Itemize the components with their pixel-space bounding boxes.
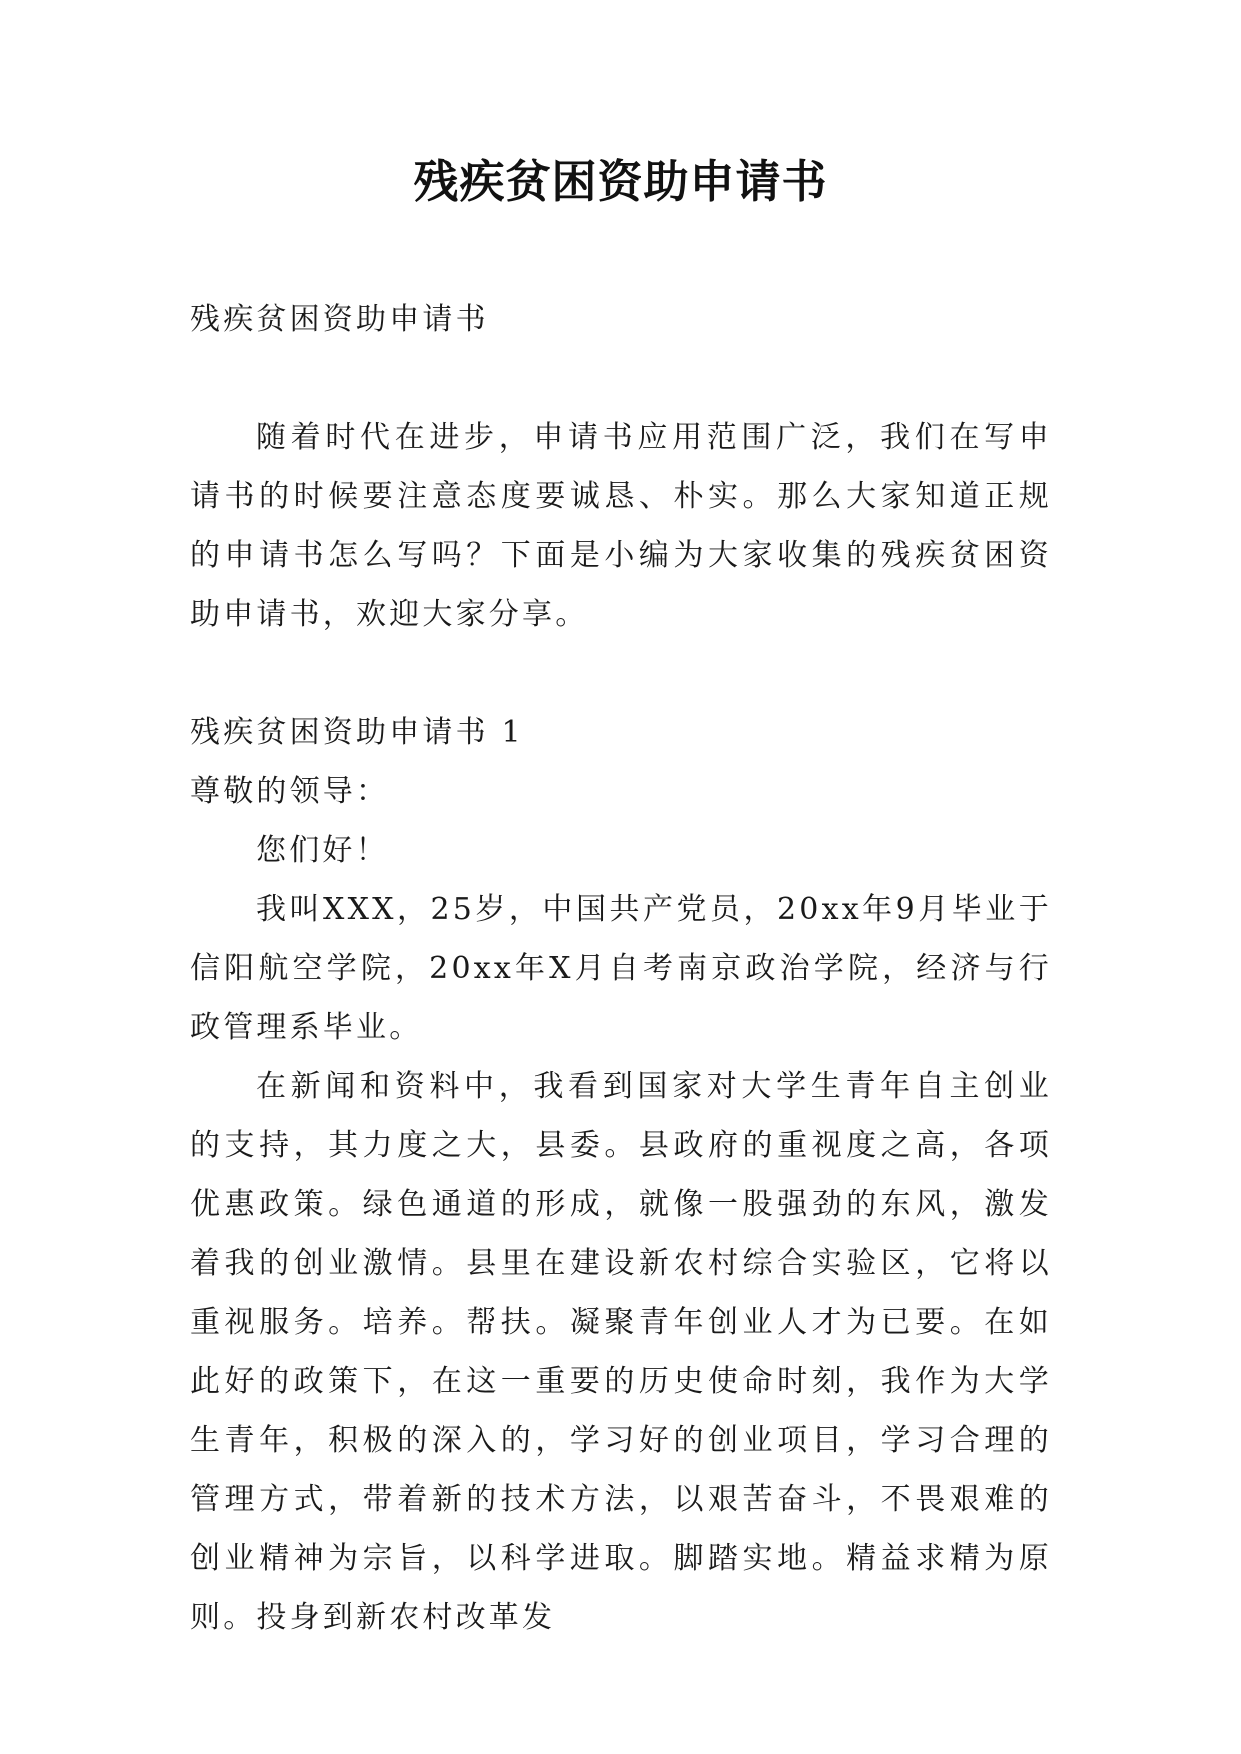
- document-body: [190, 290, 1052, 1647]
- document-title: 残疾贫困资助申请书: [413, 155, 828, 208]
- body-paragraph-1: 我叫XXX，25岁，中国共产党员，20xx年9月毕业于信阳航空学院，20xx年X月自考南京政治学院，经济与行政管理系毕业。: [190, 892, 1052, 1045]
- section-heading: 残疾贫困资助申请书 1: [190, 715, 524, 750]
- spacer: [190, 349, 1052, 408]
- greeting: 您们好！: [256, 833, 389, 868]
- salutation: 尊敬的领导：: [190, 774, 390, 809]
- document-subtitle: 残疾贫困资助申请书: [190, 302, 489, 337]
- body-paragraph-2: 在新闻和资料中，我看到国家对大学生青年自主创业的支持，其力度之大，县委。县政府的重视度之高，各项优惠政策。绿色通道的形成，就像一股强劲的东风，激发着我的创业激情。县里在建设新农村综合实验区，它将以重视服务。培养。帮扶。凝聚青年创业人才为已要。在如此好的政策下，在这一重要的历史使命时刻，我作为大学生青年，积极的深入的，学习好的创业项目，学习合理的管理方式，带着新的技术方法，以艰苦奋斗，不畏艰难的创业精神为宗旨，以科学进取。脚踏实地。精益求精为原则。投身到新农村改革发: [190, 1069, 1052, 1635]
- spacer: [190, 644, 1052, 703]
- intro-paragraph: 随着时代在进步，申请书应用范围广泛，我们在写申请书的时候要注意态度要诚恳、朴实。那么大家知道正规的申请书怎么写吗？下面是小编为大家收集的残疾贫困资助申请书，欢迎大家分享。: [190, 420, 1052, 632]
